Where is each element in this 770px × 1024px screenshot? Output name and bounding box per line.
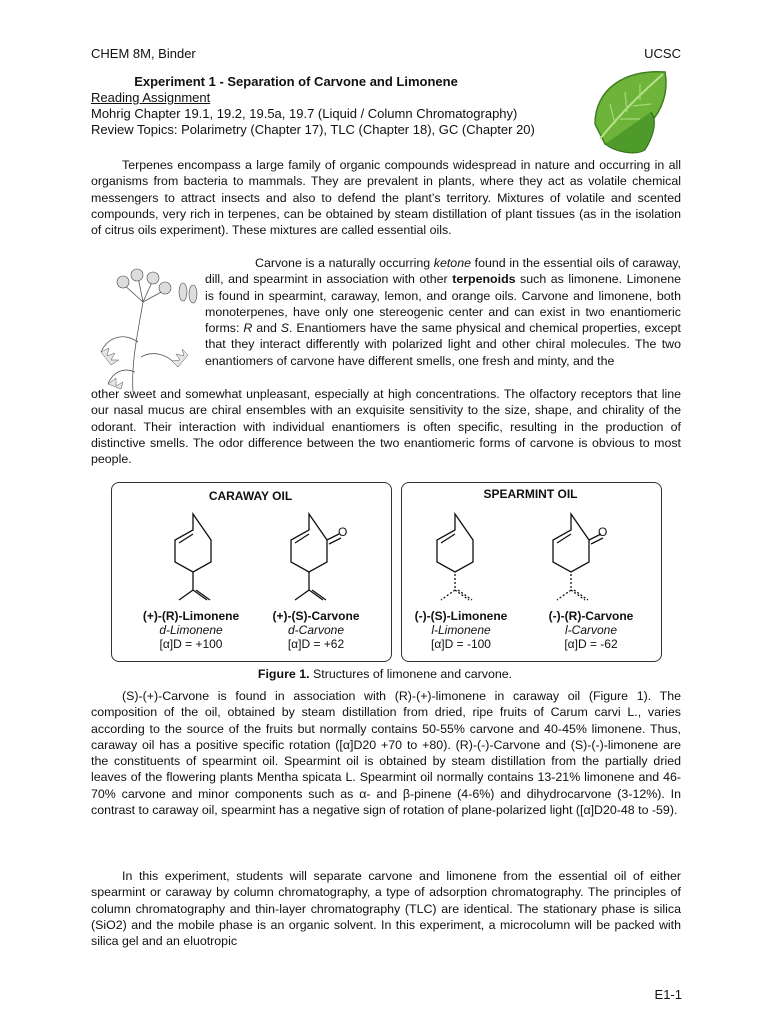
oxygen-label-left: O — [338, 525, 348, 539]
title-block — [91, 74, 591, 138]
caraway-label: CARAWAY OIL — [208, 489, 293, 503]
figure-1 — [111, 482, 661, 662]
ketone-term: ketone — [433, 256, 471, 270]
experiment-paragraph: In this experiment, students will separate carvone and limonene from the essential oil of either spearmint or caraway by column chromatography, a type of adsorption chromatography. The principles of column chromatography and thin-layer chromatography (TLC) are identical. The stationary phase is silica (SiO2) and the mobile phase is an organic solvent. In this experiment, a microcolumn will be packed with silica gel and an eluotropic — [91, 869, 681, 949]
oxygen-label-right: O — [598, 525, 608, 539]
mint-leaf-image — [585, 64, 677, 159]
carvone-paragraph-bottom: other sweet and somewhat unpleasant, especially at high concentrations. The olfactory receptors that line our nasal mucus are chiral ensembles with an exquisite sensitivity to the size, shape, and chirality of the odorant. Their interaction with individual enantiomers is often specific, resulting in the production of distinctive smells. The odor difference between the two enantiomeric forms of carvone is obvious to most people. — [91, 387, 681, 467]
figure-caption: Figure 1. Structures of limonene and carvone. — [257, 667, 513, 681]
caraway-plant-image — [93, 262, 203, 397]
reading-text: Mohrig Chapter 19.1, 19.2, 19.5a, 19.7 (Liquid / Column Chromatography) — [91, 106, 518, 121]
reading-heading: Reading Assignment — [91, 90, 211, 105]
terpenoids-term: terpenoids — [452, 272, 516, 287]
intro-paragraph: Terpenes encompass a large family of organic compounds widespread in nature and occurring in all organisms from bacteria to mammals. They are prevalent in plants, where they act as volatile chemical messengers to attract insects and also to defend the plant’s territory. Mixtures of volatile and scented compounds, very rich in terpenes, can be obtained by steam distillation of plant tissues (as in the isolation of citrus oils experiment). These mixtures are called essential oils. — [91, 158, 681, 238]
carvone-paragraph-top: Carvone is a naturally occurring ketone found in the essential oils of caraway, dill, and spearmint in association with other terpenoids such as limonene. Limonene is found in spearmint, caraway, lemon, and orange oils. Carvone and limonene, both monoterpenes, have only one stereogenic center and can exist in two enantiomeric forms: R and S. Enantiomers have the same physical and chemical properties, except that they interact differently with polarized light and other chiral molecules. The two enantiomers of carvone have different smells, one fresh and minty, and the — [205, 256, 681, 368]
course-header: CHEM 8M, Binder — [91, 46, 196, 61]
compound-label: (+)-(R)-Limonene d-Limonene [α]D = +100 — [142, 609, 240, 651]
compound-label: (+)-(S)-Carvone d-Carvone [α]D = +62 — [272, 609, 360, 651]
compound-label: (-)-(R)-Carvone l-Carvone [α]D = -62 — [548, 609, 634, 651]
review-text: Review Topics: Polarimetry (Chapter 17), TLC (Chapter 18), GC (Chapter 20) — [91, 122, 535, 137]
school-header: UCSC — [644, 46, 681, 61]
page-title: Experiment 1 - Separation of Carvone and Limonene — [134, 74, 458, 89]
page-number: E1-1 — [654, 987, 682, 1002]
composition-paragraph: (S)-(+)-Carvone is found in association with (R)-(+)-limonene in caraway oil (Figure 1). The composition of the oil, obtained by steam distillation from dried, ripe fruits of Carum carvi L., varies according to the source of the fruits but normally contains 50-55% carvone and 40-45% limonene. Thus, caraway oil has a positive specific rotation ([α]D20 +70 to +80). (R)-(-)-Carvone and (S)-(-)-limonene are the constituents of spearmint oil. Spearmint oil is obtained by steam distillation from the partially dried leaves of the flowering plants Mentha spicata L. Spearmint oil normally contains 13-21% limonene and 46-70% carvone and minor components such as α- and β-pinene (4-6%) and dihydrocarvone (3-12%). In contrast to caraway oil, spearmint has a negative sign of rotation of plane-polarized light ([α]D20-48 to -59). — [91, 689, 681, 818]
spearmint-label: SPEARMINT OIL — [483, 487, 578, 501]
compound-label: (-)-(S)-Limonene l-Limonene [α]D = -100 — [414, 609, 508, 651]
